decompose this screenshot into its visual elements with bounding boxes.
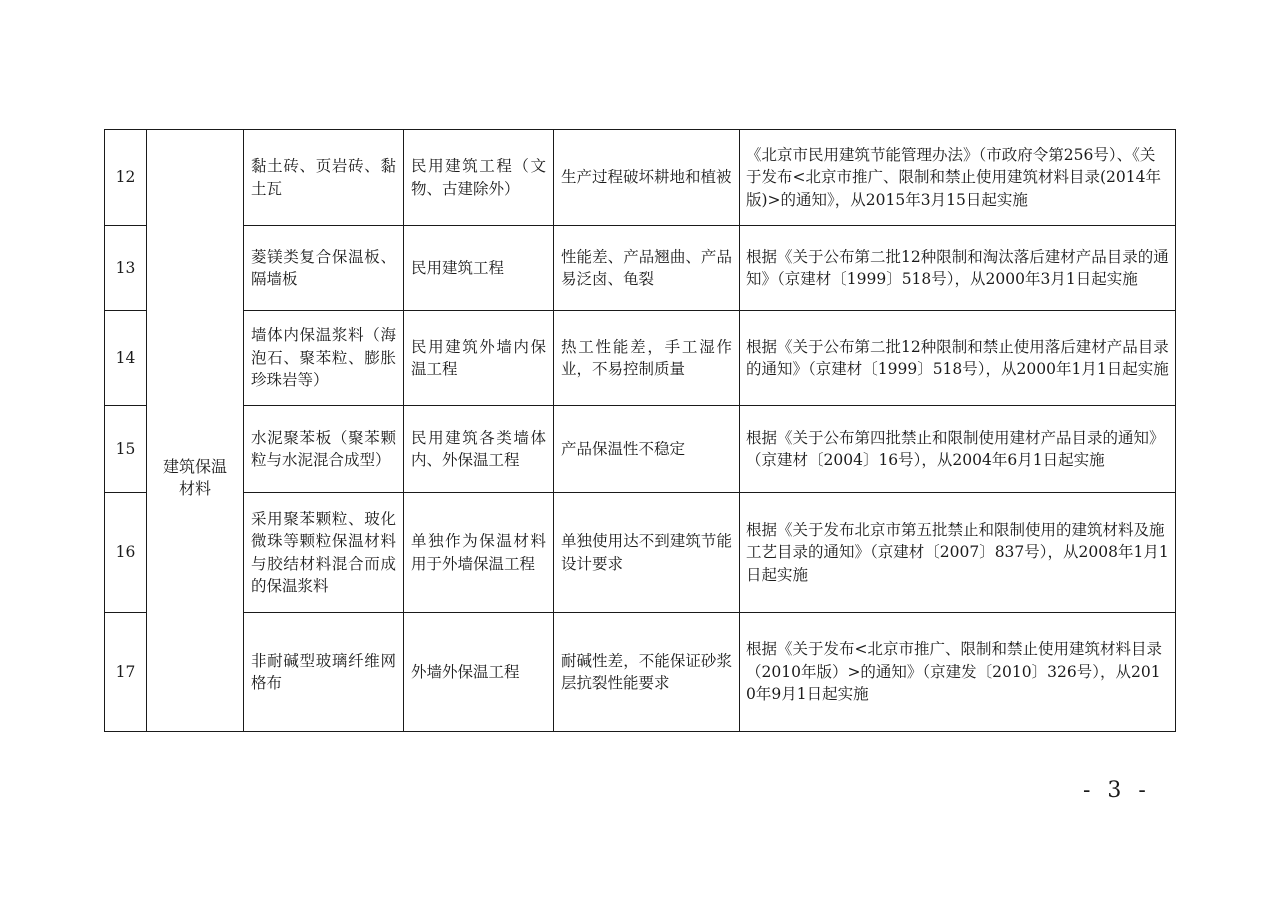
table-row [105, 493, 1176, 613]
row-number: 17 [105, 613, 147, 732]
prohibition-reason: 生产过程破坏耕地和植被 [554, 130, 740, 226]
material-name: 采用聚苯颗粒、玻化微珠等颗粒保温材料与胶结材料混合而成的保温浆料 [244, 493, 404, 613]
material-name: 黏土砖、页岩砖、黏土瓦 [244, 130, 404, 226]
application-scope: 民用建筑工程 [404, 226, 554, 311]
application-scope: 外墙外保温工程 [404, 613, 554, 732]
table-row [105, 406, 1176, 493]
legal-basis: 根据《关于公布第二批12种限制和淘汰落后建材产品目录的通知》（京建材〔1999〕518号），从2000年3月1日起实施 [740, 226, 1176, 311]
application-scope: 民用建筑工程（文物、古建除外） [404, 130, 554, 226]
legal-basis: 《北京市民用建筑节能管理办法》（市政府令第256号）、《关于发布<北京市推广、限制和禁止使用建筑材料目录(2014年版)>的通知》，从2015年3月15日起实施 [740, 130, 1176, 226]
material-name: 墙体内保温浆料（海泡石、聚苯粒、膨胀珍珠岩等） [244, 311, 404, 406]
prohibition-reason: 单独使用达不到建筑节能设计要求 [554, 493, 740, 613]
category-label: 建筑保温材料 [147, 226, 244, 732]
legal-basis: 根据《关于公布第二批12种限制和禁止使用落后建材产品目录的通知》（京建材〔1999〕518号），从2000年1月1日起实施 [740, 311, 1176, 406]
table-row [105, 226, 1176, 311]
application-scope: 民用建筑外墙内保温工程 [404, 311, 554, 406]
application-scope: 单独作为保温材料用于外墙保温工程 [404, 493, 554, 613]
row-number: 15 [105, 406, 147, 493]
application-scope: 民用建筑各类墙体内、外保温工程 [404, 406, 554, 493]
table-row [105, 613, 1176, 732]
prohibition-reason: 产品保温性不稳定 [554, 406, 740, 493]
material-name: 水泥聚苯板（聚苯颗粒与水泥混合成型） [244, 406, 404, 493]
row-number: 14 [105, 311, 147, 406]
material-name: 非耐碱型玻璃纤维网格布 [244, 613, 404, 732]
row-number: 12 [105, 130, 147, 226]
regulation-table [104, 129, 1176, 732]
table-row [105, 311, 1176, 406]
page-number: - 3 - [1083, 778, 1151, 803]
category-cell [147, 130, 244, 226]
material-name: 菱镁类复合保温板、隔墙板 [244, 226, 404, 311]
prohibition-reason: 热工性能差，手工湿作业，不易控制质量 [554, 311, 740, 406]
prohibition-reason: 性能差、产品翘曲、产品易泛卤、龟裂 [554, 226, 740, 311]
prohibition-reason: 耐碱性差，不能保证砂浆层抗裂性能要求 [554, 613, 740, 732]
legal-basis: 根据《关于发布北京市第五批禁止和限制使用的建筑材料及施工艺目录的通知》（京建材〔2007〕837号），从2008年1月1日起实施 [740, 493, 1176, 613]
row-number: 13 [105, 226, 147, 311]
legal-basis: 根据《关于公布第四批禁止和限制使用建材产品目录的通知》（京建材〔2004〕16号），从2004年6月1日起实施 [740, 406, 1176, 493]
table-row [105, 130, 1176, 226]
legal-basis: 根据《关于发布<北京市推广、限制和禁止使用建筑材料目录（2010年版）>的通知》（京建发〔2010〕326号），从2010年9月1日起实施 [740, 613, 1176, 732]
row-number: 16 [105, 493, 147, 613]
